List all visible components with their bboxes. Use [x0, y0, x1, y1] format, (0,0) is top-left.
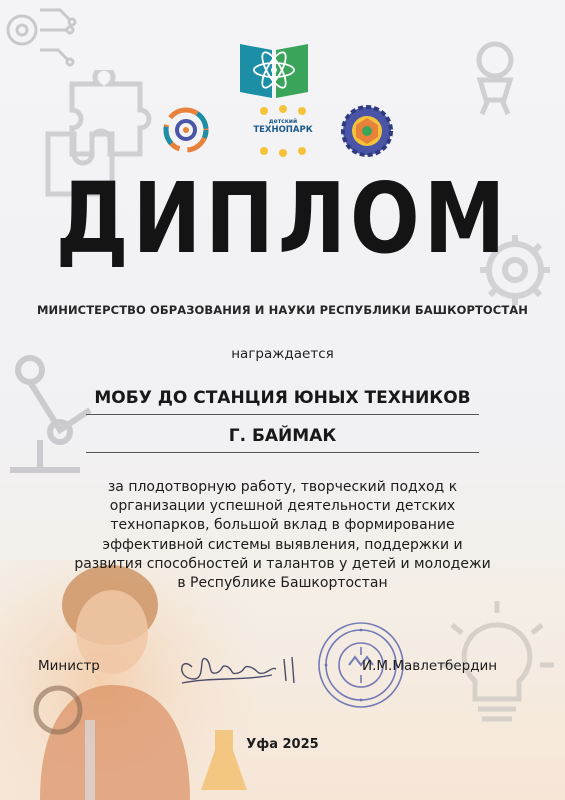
technopark-logo: [252, 105, 314, 157]
minister-label: Министр: [38, 658, 100, 674]
reason-line: эффективной системы выявления, поддержки и: [102, 536, 463, 553]
technopark-caption: ТЕХНОПАРК: [253, 125, 313, 135]
ministry-name: МИНИСТЕРСТВО ОБРАЗОВАНИЯ И НАУКИ РЕСПУБЛИКИ БАШКОРТОСТАН: [36, 303, 529, 317]
reason-line: развития способностей и талантов у детей и молодежи: [74, 555, 491, 572]
recipient-underline: [86, 414, 479, 415]
gear-sphere-logo-icon: [160, 104, 212, 156]
circuit-gear-decoration-icon: [0, 0, 80, 80]
technopark-caption-small: детский: [268, 118, 298, 125]
recipient-organization: МОБУ ДО СТАНЦИЯ ЮНЫХ ТЕХНИКОВ: [94, 388, 471, 408]
gear-emblem-logo-icon: [340, 104, 394, 158]
robot-arm-decoration-icon: [440, 30, 550, 120]
diploma-title: ДИПЛОМ: [55, 163, 510, 276]
award-reason: [40, 478, 525, 593]
reason-line: в Республике Башкортостан: [177, 575, 388, 592]
reason-line: за плодотворную работу, творческий подход к: [107, 479, 458, 495]
book-atom-logo-icon: [238, 38, 310, 100]
minister-name: И.М.Мавлетбердин: [362, 658, 498, 674]
city-underline: [86, 452, 479, 453]
reason-line: технопарков, большой вклад в формирование: [110, 517, 455, 534]
reason-line: организации успешной деятельности детских: [109, 498, 456, 515]
handwritten-signature-icon: [172, 645, 312, 690]
awarded-label: награждается: [231, 346, 334, 362]
recipient-city: Г. БАЙМАК: [228, 426, 337, 446]
place-and-year: Уфа 2025: [246, 737, 319, 752]
